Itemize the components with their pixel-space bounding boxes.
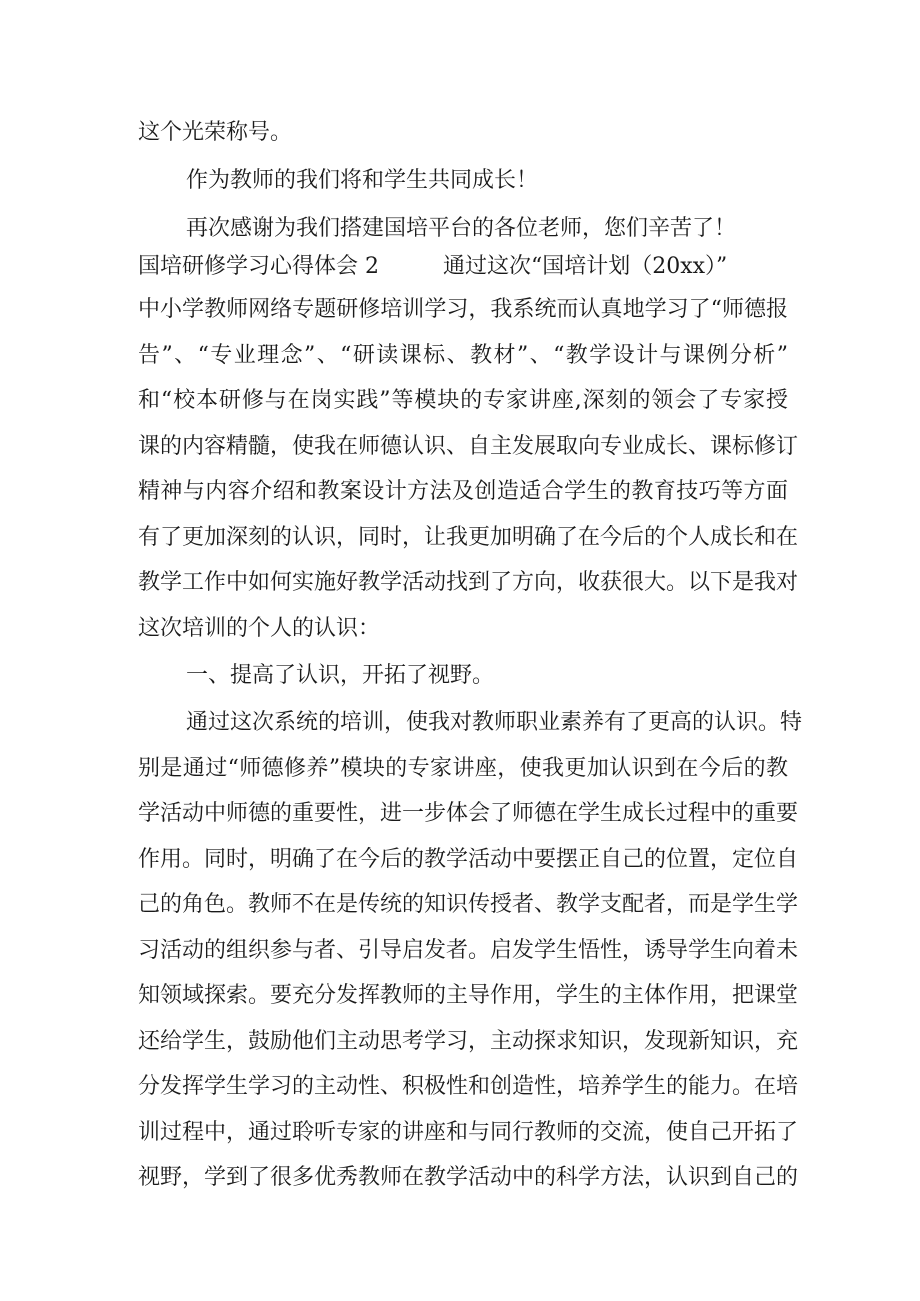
section-heading: 国培研修学习心得体会 2 (138, 254, 379, 279)
paragraph-line: 这个光荣称号。 (138, 120, 293, 145)
paragraph-line: 习活动的组织参与者、引导启发者。启发学生悟性，诱导学生向着未 (138, 938, 799, 963)
paragraph-line: 作为教师的我们将和学生共同成长！ (186, 168, 539, 193)
paragraph-line: 和“校本研修与在岗实践”等模块的专家讲座,深刻的领会了专家授 (138, 388, 788, 413)
section-heading-line (138, 247, 788, 287)
paragraph-line: 分发挥学生学习的主动性、积极性和创造性，培养学生的能力。在培 (138, 1074, 799, 1099)
paragraph-line: 中小学教师网络专题研修培训学习，我系统而认真地学习了“师德报 (138, 297, 788, 322)
paragraph-line: 告”、“专业理念”、“研读课标、教材”、“教学设计与课例分析” (138, 343, 788, 368)
paragraph-line: 作用。同时，明确了在今后的教学活动中要摆正自己的位置，定位自 (138, 847, 799, 872)
paragraph-line: 学活动中师德的重要性，进一步体会了师德在学生成长过程中的重要 (138, 801, 799, 826)
heading-continuation: 通过这次“国培计划（20xx）” (443, 254, 728, 279)
subsection-heading: 一、提高了认识，开拓了视野。 (186, 663, 495, 688)
paragraph-line: 别是通过“师德修养”模块的专家讲座，使我更加认识到在今后的教 (138, 756, 788, 781)
paragraph-line: 课的内容精髓，使我在师德认识、自主发展取向专业成长、课标修订 (138, 434, 799, 459)
paragraph-line: 再次感谢为我们搭建国培平台的各位老师，您们辛苦了！ (186, 216, 737, 241)
paragraph-line: 通过这次系统的培训，使我对教师职业素养有了更高的认识。特 (186, 710, 803, 735)
paragraph-line: 教学工作中如何实施好教学活动找到了方向，收获很大。以下是我对 (138, 570, 799, 595)
paragraph-line: 精神与内容介绍和教案设计方法及创造适合学生的教育技巧等方面 (138, 479, 788, 504)
paragraph-line: 己的角色。教师不在是传统的知识传授者、教学支配者，而是学生学 (138, 892, 799, 917)
paragraph-line: 这次培训的个人的认识： (138, 616, 381, 641)
paragraph-line: 知领域探索。要充分发挥教师的主导作用，学生的主体作用，把课堂 (138, 983, 799, 1008)
paragraph-line: 有了更加深刻的认识，同时，让我更加明确了在今后的个人成长和在 (138, 525, 799, 550)
paragraph-line: 训过程中，通过聆听专家的讲座和与同行教师的交流，使自己开拓了 (138, 1120, 799, 1145)
paragraph-line: 视野，学到了很多优秀教师在教学活动中的科学方法，认识到自己的 (138, 1165, 799, 1190)
paragraph-line: 还给学生，鼓励他们主动思考学习，主动探求知识，发现新知识，充 (138, 1029, 799, 1054)
